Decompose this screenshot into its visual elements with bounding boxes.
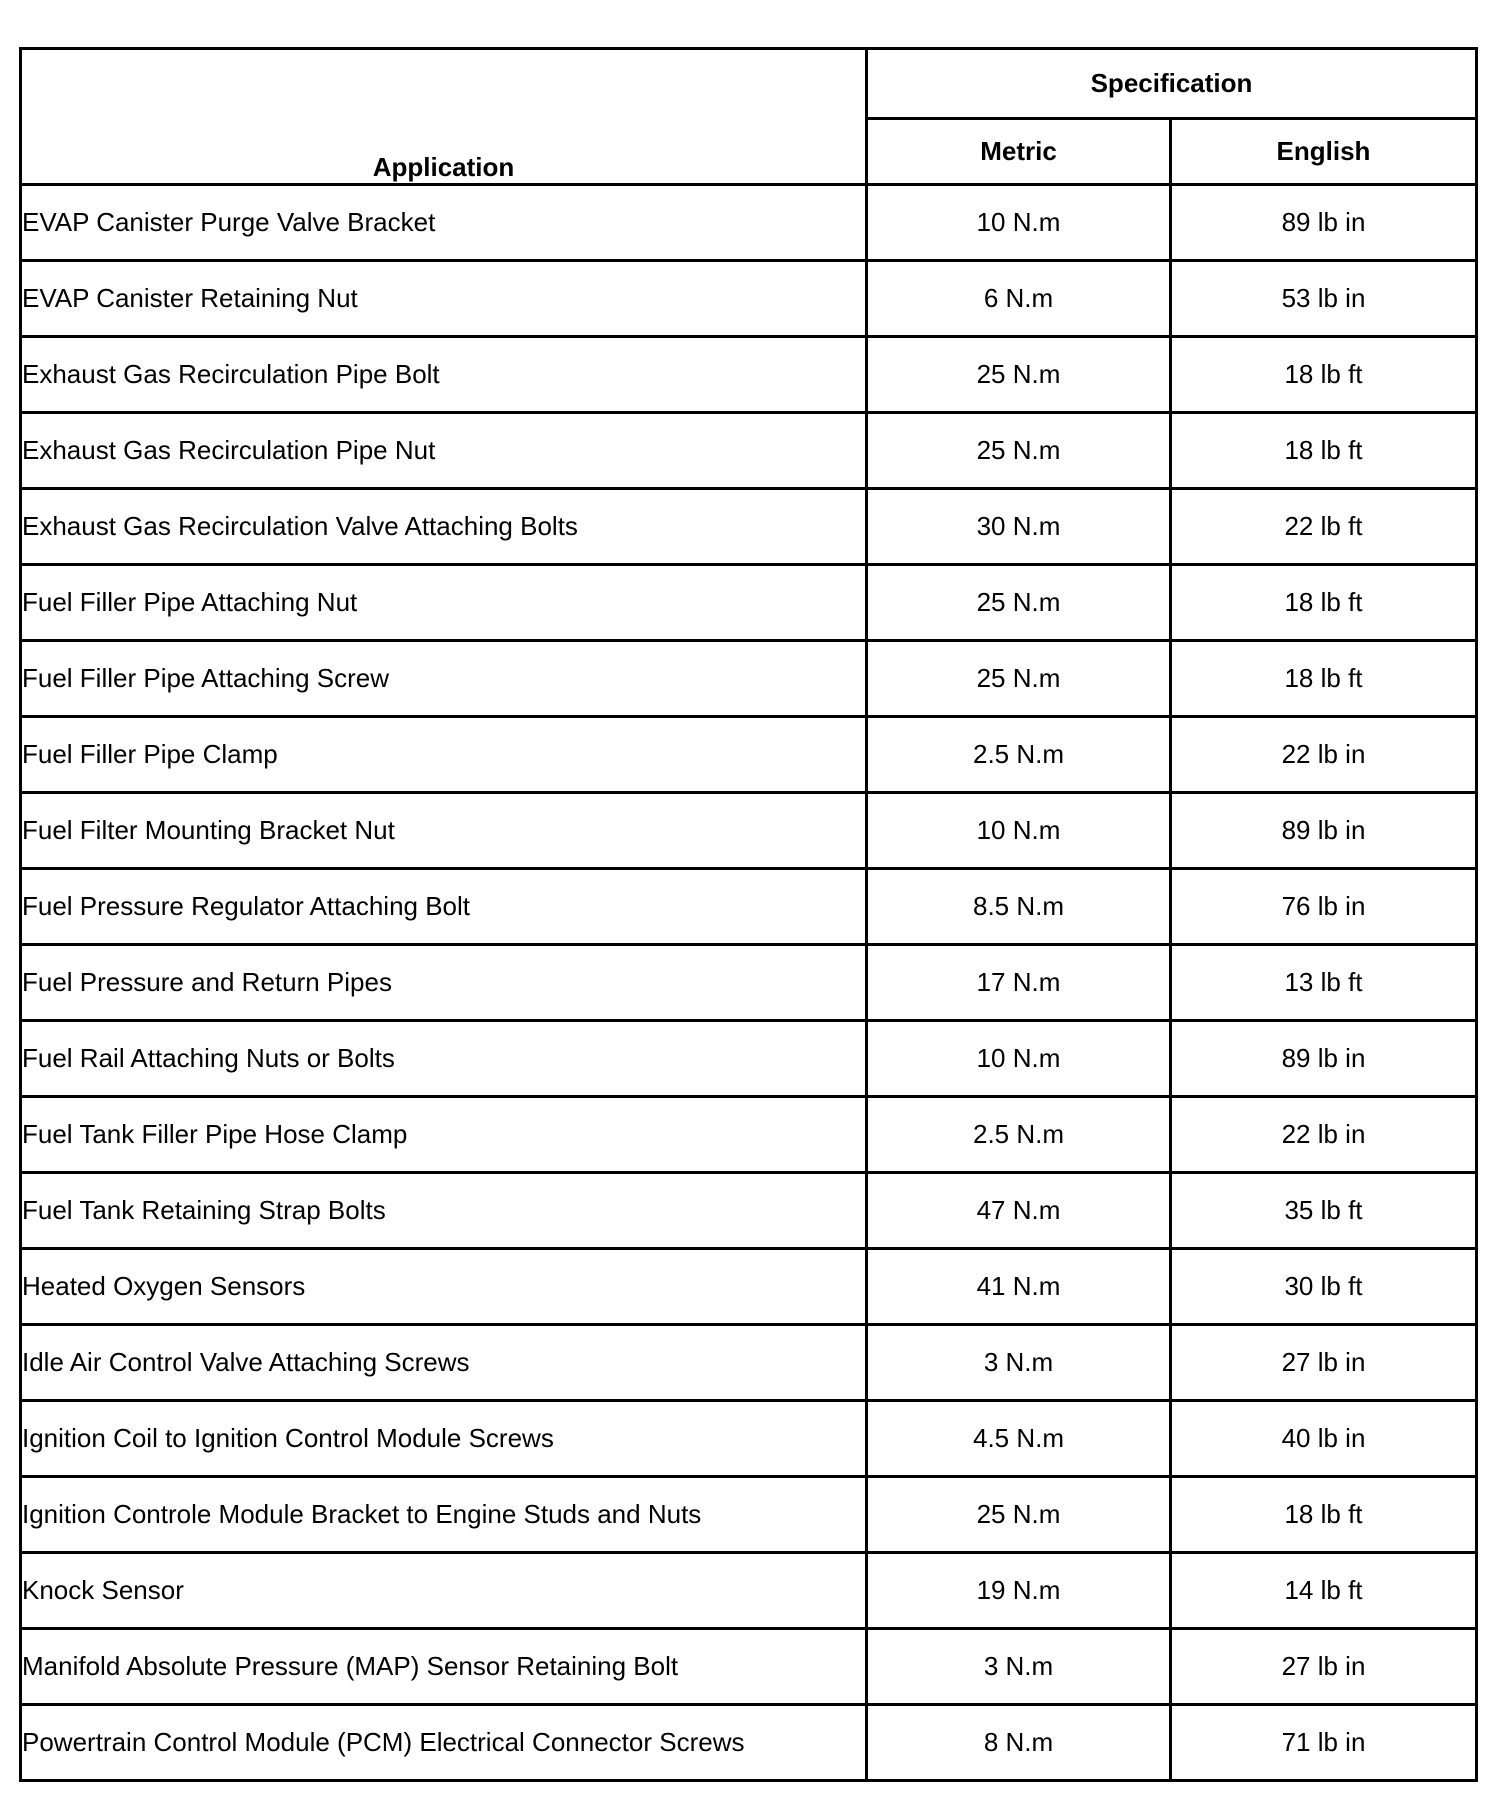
table-row (21, 1021, 1477, 1097)
application-cell: Knock Sensor (21, 1553, 867, 1629)
english-cell: 13 lb ft (1171, 945, 1477, 1021)
english-cell: 89 lb in (1171, 1021, 1477, 1097)
table-body (21, 185, 1477, 1781)
application-cell: Fuel Pressure and Return Pipes (21, 945, 867, 1021)
application-cell: Powertrain Control Module (PCM) Electrical Connector Screws (21, 1705, 867, 1781)
application-cell: Fuel Filler Pipe Clamp (21, 717, 867, 793)
application-cell: EVAP Canister Purge Valve Bracket (21, 185, 867, 261)
table-row (21, 793, 1477, 869)
specification-header: Specification (867, 49, 1477, 119)
table-row (21, 1629, 1477, 1705)
english-cell: 18 lb ft (1171, 413, 1477, 489)
metric-cell: 25 N.m (867, 413, 1171, 489)
english-cell: 14 lb ft (1171, 1553, 1477, 1629)
table-row (21, 1097, 1477, 1173)
english-cell: 22 lb in (1171, 1097, 1477, 1173)
english-cell: 40 lb in (1171, 1401, 1477, 1477)
torque-specification-table (19, 47, 1478, 1782)
english-cell: 18 lb ft (1171, 1477, 1477, 1553)
metric-cell: 4.5 N.m (867, 1401, 1171, 1477)
application-cell: Fuel Tank Retaining Strap Bolts (21, 1173, 867, 1249)
english-cell: 22 lb in (1171, 717, 1477, 793)
application-cell: Fuel Pressure Regulator Attaching Bolt (21, 869, 867, 945)
application-cell: Fuel Filter Mounting Bracket Nut (21, 793, 867, 869)
table-row (21, 945, 1477, 1021)
table-row (21, 1173, 1477, 1249)
table-row (21, 261, 1477, 337)
table-row (21, 717, 1477, 793)
english-cell: 18 lb ft (1171, 641, 1477, 717)
application-header: Application (21, 49, 867, 185)
metric-cell: 3 N.m (867, 1325, 1171, 1401)
metric-cell: 25 N.m (867, 641, 1171, 717)
english-cell: 89 lb in (1171, 793, 1477, 869)
application-cell: Fuel Filler Pipe Attaching Screw (21, 641, 867, 717)
english-cell: 22 lb ft (1171, 489, 1477, 565)
table-row (21, 1325, 1477, 1401)
metric-cell: 2.5 N.m (867, 717, 1171, 793)
english-cell: 53 lb in (1171, 261, 1477, 337)
table-row (21, 1553, 1477, 1629)
metric-cell: 25 N.m (867, 565, 1171, 641)
metric-cell: 8 N.m (867, 1705, 1171, 1781)
metric-cell: 25 N.m (867, 1477, 1171, 1553)
metric-cell: 3 N.m (867, 1629, 1171, 1705)
table-row (21, 489, 1477, 565)
table-row (21, 1249, 1477, 1325)
english-cell: 18 lb ft (1171, 337, 1477, 413)
metric-cell: 41 N.m (867, 1249, 1171, 1325)
application-cell: Fuel Tank Filler Pipe Hose Clamp (21, 1097, 867, 1173)
table-header (21, 49, 1477, 185)
english-cell: 89 lb in (1171, 185, 1477, 261)
application-cell: Fuel Filler Pipe Attaching Nut (21, 565, 867, 641)
metric-cell: 6 N.m (867, 261, 1171, 337)
english-cell: 27 lb in (1171, 1325, 1477, 1401)
metric-cell: 10 N.m (867, 1021, 1171, 1097)
table-row (21, 1705, 1477, 1781)
english-cell: 27 lb in (1171, 1629, 1477, 1705)
english-header: English (1171, 119, 1477, 185)
metric-cell: 10 N.m (867, 793, 1171, 869)
application-cell: Ignition Controle Module Bracket to Engine Studs and Nuts (21, 1477, 867, 1553)
application-cell: Exhaust Gas Recirculation Pipe Nut (21, 413, 867, 489)
application-cell: Idle Air Control Valve Attaching Screws (21, 1325, 867, 1401)
application-cell: Exhaust Gas Recirculation Valve Attaching Bolts (21, 489, 867, 565)
application-cell: Manifold Absolute Pressure (MAP) Sensor Retaining Bolt (21, 1629, 867, 1705)
application-cell: EVAP Canister Retaining Nut (21, 261, 867, 337)
metric-cell: 17 N.m (867, 945, 1171, 1021)
table-row (21, 641, 1477, 717)
table-row (21, 1477, 1477, 1553)
table-row (21, 1401, 1477, 1477)
english-cell: 76 lb in (1171, 869, 1477, 945)
english-cell: 18 lb ft (1171, 565, 1477, 641)
english-cell: 35 lb ft (1171, 1173, 1477, 1249)
table-row (21, 337, 1477, 413)
metric-cell: 10 N.m (867, 185, 1171, 261)
application-cell: Ignition Coil to Ignition Control Module Screws (21, 1401, 867, 1477)
metric-header: Metric (867, 119, 1171, 185)
english-cell: 30 lb ft (1171, 1249, 1477, 1325)
english-cell: 71 lb in (1171, 1705, 1477, 1781)
metric-cell: 25 N.m (867, 337, 1171, 413)
table-row (21, 869, 1477, 945)
application-cell: Heated Oxygen Sensors (21, 1249, 867, 1325)
metric-cell: 30 N.m (867, 489, 1171, 565)
metric-cell: 8.5 N.m (867, 869, 1171, 945)
metric-cell: 19 N.m (867, 1553, 1171, 1629)
application-cell: Exhaust Gas Recirculation Pipe Bolt (21, 337, 867, 413)
application-cell: Fuel Rail Attaching Nuts or Bolts (21, 1021, 867, 1097)
table-row (21, 185, 1477, 261)
metric-cell: 2.5 N.m (867, 1097, 1171, 1173)
metric-cell: 47 N.m (867, 1173, 1171, 1249)
table-row (21, 565, 1477, 641)
table-row (21, 413, 1477, 489)
